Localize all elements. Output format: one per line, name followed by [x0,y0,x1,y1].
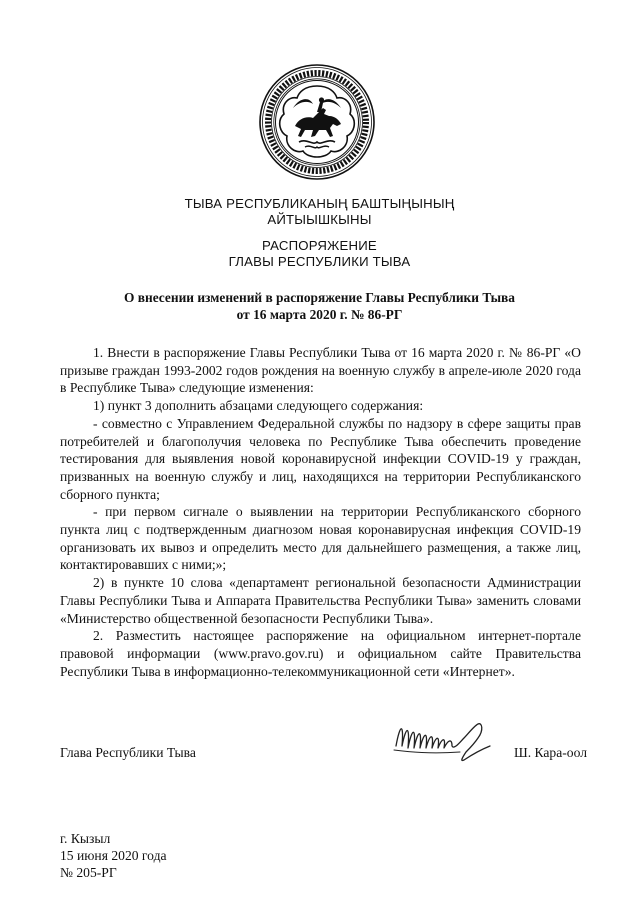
issuer-title-tuvan-line1: ТЫВА РЕСПУБЛИКАНЫҢ БАШТЫҢЫНЫҢ [184,196,455,211]
body-paragraph: 2) в пункте 10 слова «департамент региональной безопасности Администрации Главы Республики Тыва и Аппарата Правительства Республики Тыва» заменить словами «Министерство общественной безопасности Республики Тыва». [60,575,581,626]
issuer-title-tuvan-line2: АЙТЫЫШКЫНЫ [267,212,372,227]
body-paragraph: - совместно с Управлением Федеральной службы по надзору в сфере защиты прав потребителей и благополучия человека по Республике Тыва обеспечить проведение тестирования для выявления новой коронавирусной инфекции COVID-19 у граждан, призванных на военную службу и лиц, находящихся на территории Республиканского сборного пункта; [60,415,581,502]
signatory-title: Глава Республики Тыва [60,745,196,760]
body-paragraph: 2. Разместить настоящее распоряжение на официальном интернет-портале правовой информации (www.pravo.gov.ru) и официальном сайте Правительства Республики Тыва в информационно-телекоммуникационной сети «Интернет». [60,628,581,679]
issue-date: 15 июня 2020 года [60,848,167,863]
body-paragraph: 1. Внести в распоряжение Главы Республики Тыва от 16 марта 2020 г. № 86-РГ «О призыве граждан 1993-2002 годов рождения на военную службу в апреле-июле 2020 года в Республике Тыва» следующие изменения: [60,345,581,396]
body-paragraph: - при первом сигнале о выявлении на территории Республиканского сборного пункта лиц с подтвержденным диагнозом новая коронавирусная инфекция COVID-19 организовать их вывоз и определить место для дальнейшего размещения, а также лиц, контактировавших с ними;»; [60,504,581,573]
body-paragraph: 1) пункт 3 дополнить абзацами следующего содержания: [93,398,424,414]
coat-of-arms-icon [257,62,377,182]
subject-line1: О внесении изменений в распоряжение Главы Республики Тыва [123,290,515,305]
signatory-name: Ш. Кара-оол [514,745,587,760]
issuer-title-russian: ГЛАВЫ РЕСПУБЛИКИ ТЫВА [228,254,411,269]
subject-line2: от 16 марта 2020 г. № 86-РГ [236,307,403,322]
document-body [60,344,581,680]
handwritten-signature-icon [390,716,510,768]
issue-place: г. Кызыл [60,831,111,846]
document-number: № 205-РГ [60,865,117,880]
document-type-title: РАСПОРЯЖЕНИЕ [262,238,377,253]
